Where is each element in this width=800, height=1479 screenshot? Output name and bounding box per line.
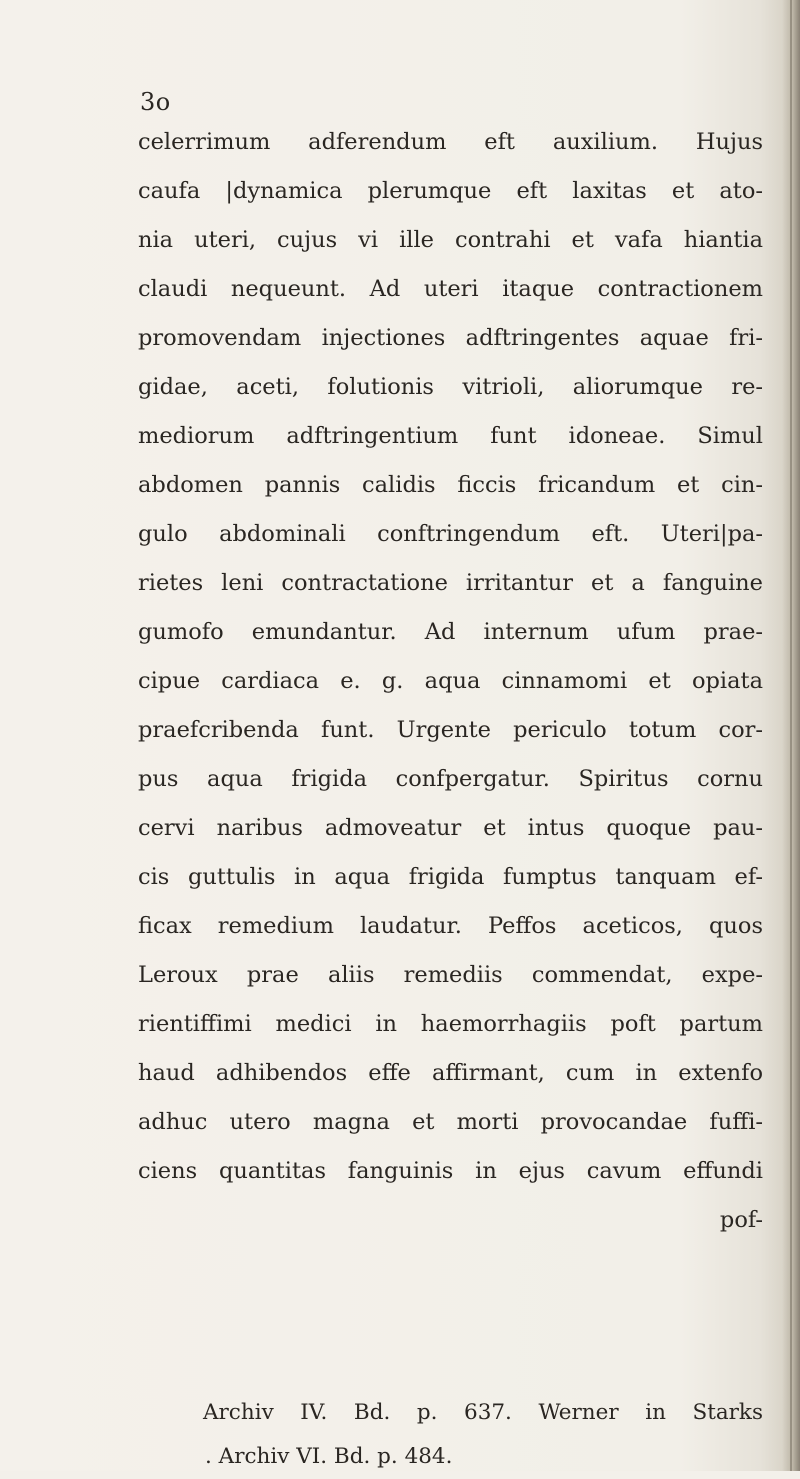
page-edge-line	[790, 0, 792, 1471]
text-line: gumofo emundantur. Ad internum ufum prae-	[138, 619, 763, 645]
text-line: abdomen pannis calidis ficcis fricandum et cin-	[138, 472, 763, 498]
text-line: caufa |dynamica plerumque eft laxitas et ato-	[138, 178, 763, 204]
text-line: haud adhibendos effe affirmant, cum in extenfo	[138, 1060, 763, 1086]
text-line: promovendam injectiones adftringentes aquae fri-	[138, 325, 763, 351]
text-line: claudi nequeunt. Ad uteri itaque contractionem	[138, 276, 763, 302]
text-line: nia uteri, cujus vi ille contrahi et vafa hiantia	[138, 227, 763, 253]
footnotes	[203, 1391, 763, 1479]
text-line: celerrimum adferendum eft auxilium. Hujus	[138, 129, 763, 155]
text-line: gulo abdominali conftringendum eft. Uteri|pa-	[138, 521, 763, 547]
text-line: rietes leni contractatione irritantur et a fanguine	[138, 570, 763, 596]
text-line: adhuc utero magna et morti provocandae fuffi-	[138, 1109, 763, 1135]
page-number: 3o	[140, 88, 171, 116]
body-text	[138, 118, 763, 1245]
text-line: cis guttulis in aqua frigida fumptus tanquam ef-	[138, 864, 763, 890]
text-line: ficax remedium laudatur. Peffos aceticos, quos	[138, 913, 763, 939]
footnote-line: . Archiv VI. Bd. p. 484.	[205, 1444, 453, 1469]
text-line: praefcribenda funt. Urgente periculo totum cor-	[138, 717, 763, 743]
text-line: cipue cardiaca e. g. aqua cinnamomi et opiata	[138, 668, 763, 694]
text-line: pus aqua frigida confpergatur. Spiritus cornu	[138, 766, 763, 792]
text-line: Leroux prae aliis remediis commendat, expe-	[138, 962, 763, 988]
text-line: mediorum adftringentium funt idoneae. Simul	[138, 423, 763, 449]
text-line: gidae, aceti, folutionis vitrioli, aliorumque re-	[138, 374, 763, 400]
footnote-line: Archiv IV. Bd. p. 637. Werner in Starks	[203, 1400, 763, 1425]
catchword: pof-	[719, 1207, 763, 1233]
text-line: rientiffimi medici in haemorrhagiis poft partum	[138, 1011, 763, 1037]
text-line: cervi naribus admoveatur et intus quoque pau-	[138, 815, 763, 841]
text-line: ciens quantitas fanguinis in ejus cavum effundi	[138, 1158, 763, 1184]
